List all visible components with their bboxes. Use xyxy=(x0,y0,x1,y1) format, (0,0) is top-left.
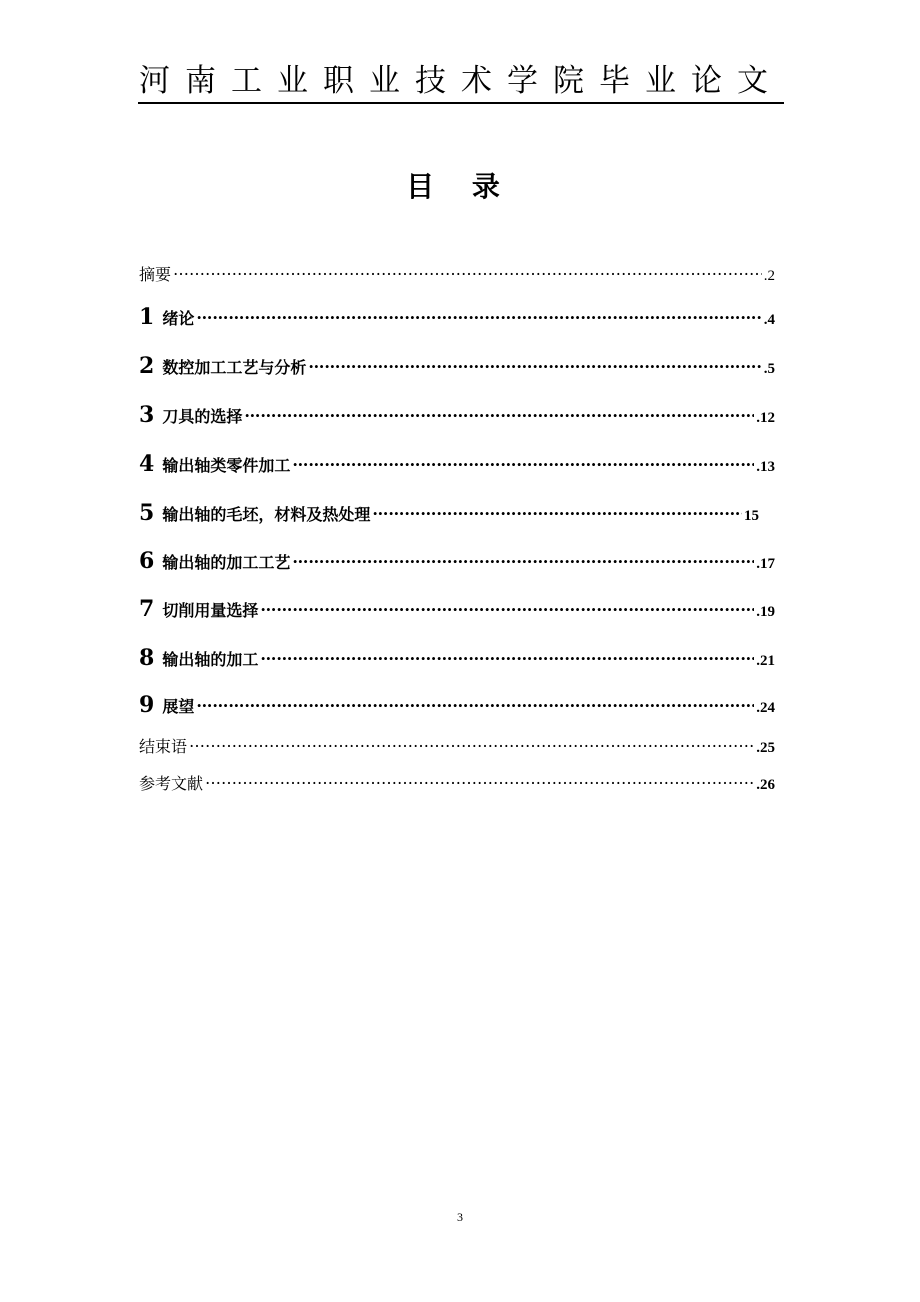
toc-leader-dots xyxy=(292,550,754,568)
toc-entry-label: 摘要 xyxy=(139,265,172,284)
toc-entry-page: .26 xyxy=(756,777,775,793)
toc-entry-label: 数控加工工艺与分析 xyxy=(162,358,307,377)
toc-entry-3[interactable] xyxy=(139,402,775,428)
header-rule xyxy=(138,102,784,104)
toc-entry-label: 输出轴类零件加工 xyxy=(162,456,291,475)
toc-entry-label: 刀具的选择 xyxy=(162,407,243,426)
toc-entry-page: .2 xyxy=(763,268,775,284)
toc-leader-dots xyxy=(189,734,754,752)
toc-leader-dots xyxy=(292,453,754,471)
toc-entry-8[interactable] xyxy=(139,645,775,671)
toc-leader-dots xyxy=(244,404,754,422)
toc-entry-label: 输出轴的毛坯，材料及热处理 xyxy=(162,505,371,524)
toc-entry-page: .13 xyxy=(756,459,775,475)
toc-entry-page: 15 xyxy=(744,508,759,524)
toc-entry-page: .19 xyxy=(756,604,775,620)
toc-entry-abstract[interactable] xyxy=(139,262,775,285)
toc-entry-6[interactable] xyxy=(139,548,775,574)
toc-leader-dots xyxy=(372,502,742,520)
toc-leader-dots xyxy=(196,306,761,324)
toc-entry-number: 6 xyxy=(139,548,155,574)
toc-entry-number: 3 xyxy=(139,402,155,428)
toc-leader-dots xyxy=(308,355,761,373)
toc-entry-page: .21 xyxy=(756,653,775,669)
page-title: 目 录 xyxy=(406,170,514,203)
toc-entry-2[interactable] xyxy=(139,353,775,379)
toc-entry-5[interactable] xyxy=(139,500,759,526)
toc-entry-page: .17 xyxy=(756,556,775,572)
toc-entry-label: 参考文献 xyxy=(139,774,204,793)
toc-entry-4[interactable] xyxy=(139,451,775,477)
toc-entry-conclusion[interactable] xyxy=(139,734,775,757)
toc-leader-dots xyxy=(196,694,754,712)
toc-entry-number: 4 xyxy=(139,451,155,477)
toc-entry-7[interactable] xyxy=(139,596,775,622)
toc-leader-dots xyxy=(260,598,754,616)
toc-entry-9[interactable] xyxy=(139,692,775,718)
toc-leader-dots xyxy=(173,262,762,280)
toc-entry-page: .4 xyxy=(763,312,775,328)
toc-entry-page: .12 xyxy=(756,410,775,426)
toc-entry-page: .5 xyxy=(763,361,775,377)
toc-entry-references[interactable] xyxy=(139,771,775,794)
toc-entry-1[interactable] xyxy=(139,304,775,330)
toc-entry-number: 5 xyxy=(139,500,155,526)
toc-entry-label: 输出轴的加工 xyxy=(162,650,259,669)
toc-entry-number: 7 xyxy=(139,596,155,622)
page-number: 3 xyxy=(457,1210,463,1224)
toc-entry-page: .24 xyxy=(756,700,775,716)
toc-entry-label: 绪论 xyxy=(162,309,195,328)
toc-leader-dots xyxy=(205,771,754,789)
toc-entry-label: 结束语 xyxy=(139,737,188,756)
toc-entry-number: 2 xyxy=(139,353,155,379)
toc-entry-label: 输出轴的加工工艺 xyxy=(162,553,291,572)
toc-entry-number: 8 xyxy=(139,645,155,671)
toc-entry-label: 展望 xyxy=(162,697,195,716)
toc-entry-number: 1 xyxy=(139,304,155,330)
running-header: 河南工业职业技术学院毕业论文 xyxy=(139,63,783,99)
toc-entry-label: 切削用量选择 xyxy=(162,601,259,620)
toc-entry-number: 9 xyxy=(139,692,155,718)
toc-entry-page: .25 xyxy=(756,740,775,756)
toc-leader-dots xyxy=(260,647,754,665)
